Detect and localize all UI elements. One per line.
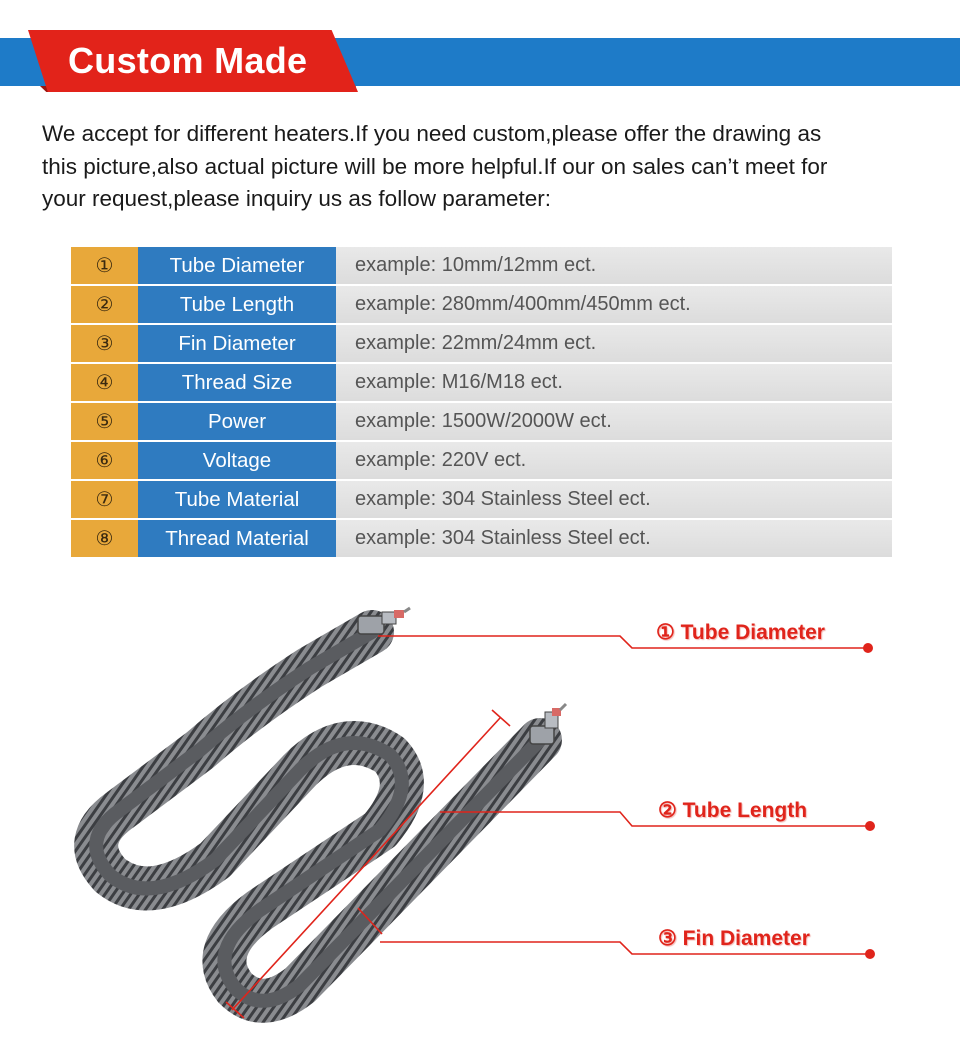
row-number: ⑤ <box>71 403 138 440</box>
parameter-example: example: 220V ect. <box>336 442 892 479</box>
table-row <box>71 403 892 442</box>
parameter-name: Fin Diameter <box>138 325 336 362</box>
parameter-name: Thread Size <box>138 364 336 401</box>
leader-dot <box>865 949 875 959</box>
table-row <box>71 481 892 520</box>
table-row <box>71 286 892 325</box>
parameter-example: example: 304 Stainless Steel ect. <box>336 520 892 557</box>
page-title: Custom Made <box>68 40 308 81</box>
parameter-example: example: 280mm/400mm/450mm ect. <box>336 286 892 323</box>
intro-line: your request,please inquiry us as follow parameter: <box>42 186 552 211</box>
row-number: ① <box>71 247 138 284</box>
row-number: ⑧ <box>71 520 138 557</box>
table-row <box>71 325 892 364</box>
callout-fin-diameter: ③ Fin Diameter <box>658 927 810 950</box>
row-number: ③ <box>71 325 138 362</box>
parameter-example: example: M16/M18 ect. <box>336 364 892 401</box>
row-number: ② <box>71 286 138 323</box>
parameter-example: example: 10mm/12mm ect. <box>336 247 892 284</box>
parameter-name: Voltage <box>138 442 336 479</box>
intro-line: We accept for different heaters.If you need custom,please offer the drawing as <box>42 121 822 146</box>
leader-dot <box>865 821 875 831</box>
row-number: ④ <box>71 364 138 401</box>
parameter-name: Tube Diameter <box>138 247 336 284</box>
row-number: ⑥ <box>71 442 138 479</box>
leader-dot <box>863 643 873 653</box>
table-row <box>71 520 892 557</box>
parameter-name: Tube Length <box>138 286 336 323</box>
row-number: ⑦ <box>71 481 138 518</box>
parameter-example: example: 22mm/24mm ect. <box>336 325 892 362</box>
table-row <box>71 247 892 286</box>
finned-heater-drawing <box>0 590 960 1059</box>
table-row <box>71 442 892 481</box>
intro-paragraph <box>42 118 922 216</box>
heater-illustration <box>0 590 960 1059</box>
callout-tube-diameter: ① Tube Diameter <box>656 621 825 644</box>
parameter-name: Tube Material <box>138 481 336 518</box>
callout-tube-length: ② Tube Length <box>658 799 808 822</box>
parameter-example: example: 1500W/2000W ect. <box>336 403 892 440</box>
parameter-name: Thread Material <box>138 520 336 557</box>
parameter-table <box>71 247 892 557</box>
table-row <box>71 364 892 403</box>
parameter-name: Power <box>138 403 336 440</box>
intro-line: this picture,also actual picture will be more helpful.If our on sales can’t meet for <box>42 153 828 179</box>
parameter-example: example: 304 Stainless Steel ect. <box>336 481 892 518</box>
